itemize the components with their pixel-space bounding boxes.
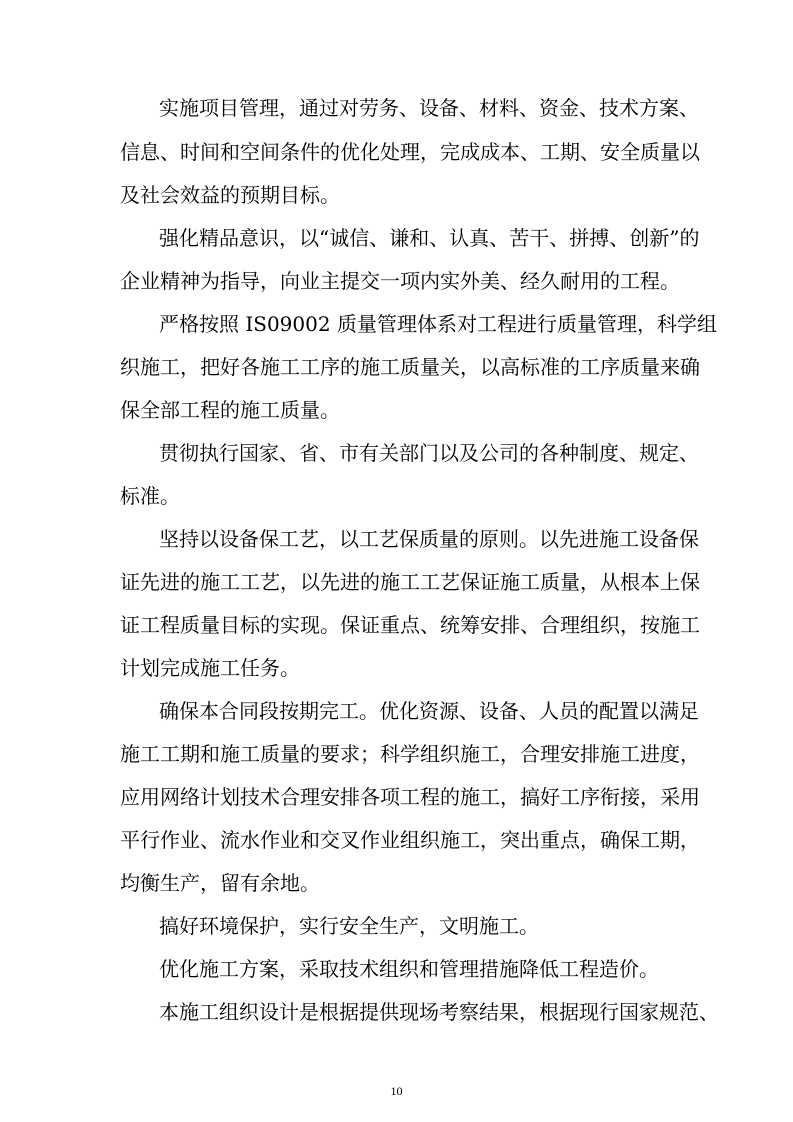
paragraph-5-line-1: 坚持以设备保工艺，以工艺保质量的原则。以先进施工设备保	[159, 527, 699, 551]
paragraph-1-line-1: 实施项目管理，通过对劳务、设备、材料、资金、技术方案、	[159, 96, 699, 120]
paragraph-1-line-3: 及社会效益的预期目标。	[120, 183, 340, 207]
paragraph-5-line-3: 证工程质量目标的实现。保证重点、统筹安排、合理组织，按施工	[120, 613, 700, 637]
paragraph-2-line-2: 企业精神为指导，向业主提交一项内实外美、经久耐用的工程。	[120, 269, 680, 293]
paragraph-3-line-2: 织施工，把好各施工工序的施工质量关，以高标准的工序质量来确	[120, 355, 700, 379]
paragraph-3-line-1: 严格按照 IS09002 质量管理体系对工程进行质量管理，科学组	[159, 312, 717, 336]
paragraph-4-line-2: 标准。	[120, 484, 180, 508]
paragraph-5-line-2: 证先进的施工工艺，以先进的施工工艺保证施工质量，从根本上保	[120, 570, 700, 594]
paragraph-6-line-2: 施工工期和施工质量的要求；科学组织施工，合理安排施工进度，	[120, 742, 700, 766]
paragraph-3-line-3: 保全部工程的施工质量。	[120, 398, 340, 422]
paragraph-8-line-1: 优化施工方案，采取技术组织和管理措施降低工程造价。	[159, 957, 659, 981]
paragraph-6-line-5: 均衡生产，留有余地。	[120, 871, 320, 895]
paragraph-7-line-1: 搞好环境保护，实行安全生产，文明施工。	[159, 914, 539, 938]
paragraph-5-line-4: 计划完成施工任务。	[120, 656, 300, 680]
page-number: 10	[390, 1084, 403, 1098]
paragraph-2-line-1: 强化精品意识，以“诚信、谦和、认真、苦干、拼搏、创新”的	[159, 226, 700, 250]
paragraph-6-line-4: 平行作业、流水作业和交叉作业组织施工，突出重点，确保工期，	[120, 828, 700, 852]
paragraph-4-line-1: 贯彻执行国家、省、市有关部门以及公司的各种制度、规定、	[159, 441, 699, 465]
paragraph-9-line-1: 本施工组织设计是根据提供现场考察结果，根据现行国家规范、	[159, 1000, 719, 1024]
paragraph-6-line-3: 应用网络计划技术合理安排各项工程的施工，搞好工序衔接，采用	[120, 785, 700, 809]
paragraph-6-line-1: 确保本合同段按期完工。优化资源、设备、人员的配置以满足	[159, 699, 699, 723]
paragraph-1-line-2: 信息、时间和空间条件的优化处理，完成成本、工期、安全质量以	[120, 140, 700, 164]
